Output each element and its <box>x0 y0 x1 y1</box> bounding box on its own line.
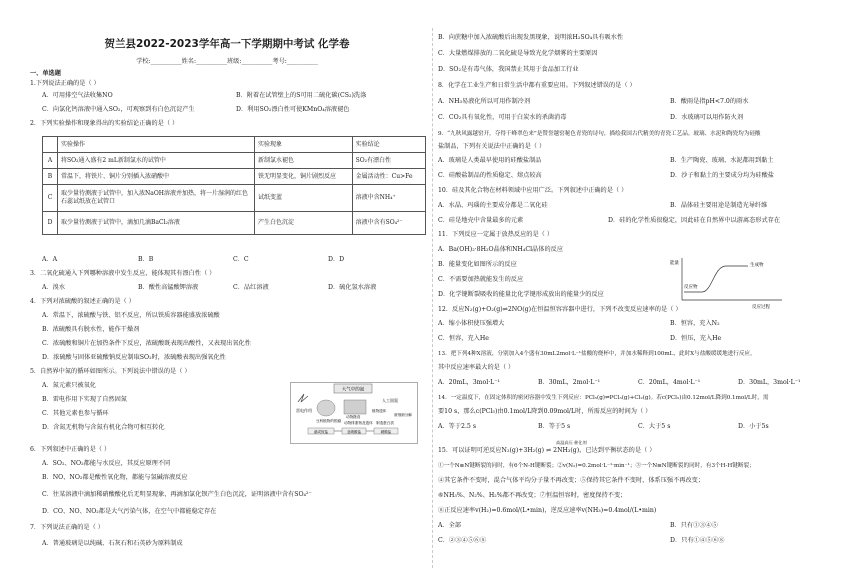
option-text: A．全部 <box>438 522 462 529</box>
figure-label: 动物摄食 <box>346 415 361 419</box>
figure-label: 大气中的氮 <box>341 387 365 393</box>
figure-label: 亚硝酸盐 <box>346 429 362 434</box>
question-text: 10．硅及其化合物在材料领域中应用广泛。下列叙述中正确的是（ ） <box>438 187 628 194</box>
figure-label: 硝酸盐 <box>380 429 392 434</box>
option-text: D．利用SO₂漂白性可使KMnO₄溶液褪色 <box>236 106 350 113</box>
table-cell: 溶液中含NH₄⁺ <box>352 185 425 212</box>
table-cell: 取少量待测液于试管中，加入浓NaOH溶液并加热，将一片湿润的红色石蕊试纸放在试管口 <box>58 185 255 212</box>
question-text: 其中反应速率最大的是（ ） <box>438 364 515 371</box>
nitrogen-cycle-figure <box>290 382 418 444</box>
option-text: C．大于5 s <box>638 423 671 430</box>
question-text: 6．下列叙述中正确的是（ ） <box>30 446 111 453</box>
question-text: 要10 s，那么c(PCl₅)由0.1mol/L降到0.09mol/L时，所需反应的时间为（ ） <box>438 408 652 415</box>
option-text: C．恒容，充入He <box>438 335 489 342</box>
question-text: 4．下列对浓硫酸的叙述正确的是（ ） <box>30 298 135 305</box>
figure-label: 氨或铵盐 <box>313 429 329 434</box>
energy-curve <box>702 266 726 292</box>
question-text: 13．把下列4种X溶液，分别加入4个盛有30mL2mol·L⁻¹盐酸的烧杯中，并加水稀释到100mL，此时X与盐酸缓缓地进行反应， <box>438 351 756 357</box>
option-text: C．大量燃煤排放的二氧化硫是导致光化学烟雾的主要原因 <box>438 50 598 57</box>
graph-reactants-label: 反应物 <box>684 285 698 290</box>
table-header-cell: 实验现象 <box>255 137 353 153</box>
option-text: C．硅是地壳中含量最多的元素 <box>438 217 524 224</box>
option-text: A．常温下，浓硫酸与铁、铝不反应，所以铁质容器能盛放浓硫酸 <box>42 312 220 319</box>
column-divider <box>432 28 433 568</box>
option-text: B．向蔗糖中加入浓硫酸后出现发黑现象，说明浓H₂SO₄具有吸水性 <box>438 34 624 41</box>
figure-label: 植物遗体 <box>372 409 387 413</box>
option-text: B．附着在试管壁上的S可用二硫化碳(CS₂)洗涤 <box>236 92 367 99</box>
animal-icon <box>344 400 366 414</box>
figure-label: 制造蛋白质 <box>376 421 394 425</box>
option-text: B．只有①③④⑤ <box>670 522 718 529</box>
option-text: C．不需要加热就能发生的反应 <box>438 276 524 283</box>
option-text: C．浓硫酸和铜片在加热条件下反应，浓硫酸既表现出酸性，又表现出氧化性 <box>42 340 251 347</box>
option-text: C．其他元素也参与循环 <box>42 410 109 417</box>
table-row <box>43 212 426 235</box>
question-text: 2．下列实验操作和现象得出的实验结论正确的是（ ） <box>30 120 179 127</box>
question-text: 9．“九秋风露越窑开，夺得千峰翠色来”是赞誉越窑秘色青瓷的诗句，描绘我国古代精美的青瓷工艺品。玻璃、水泥和陶瓷均为硅酸 <box>438 131 761 137</box>
figure-label: 雷电作用 <box>296 408 312 413</box>
option-text: C．②③④⑤⑥⑧ <box>438 537 487 544</box>
question-text: 14．一定温度下，在固定体积的密闭容器中发生下列反应：PCl₅(g)⇌PCl₃(g)+Cl₂(g)。若c(PCl₅)由0.12mol/L降到0.1mol/L时，需 <box>438 395 769 401</box>
option-text: D．CO、NO、NO₂都是大气污染气体，在空气中都能稳定存在 <box>42 508 217 515</box>
option-text: A．Ba(OH)₂·8H₂O晶体和NH₄Cl晶体的反应 <box>438 246 564 253</box>
table-cell: 铁无明显变化，铜片剧烈反应 <box>255 169 353 185</box>
option-text: D．只有①④⑤⑥⑧ <box>670 537 725 544</box>
option-text: B．能量变化如图所示的反应 <box>438 261 517 268</box>
option-text: A．溴水 <box>42 284 66 291</box>
figure-label: 人工固氮 <box>382 398 398 403</box>
graph-xlabel: 反应过程 <box>752 305 770 310</box>
question-text: 8．化学在工业生产和日常生活中都有重要应用。下列叙述错误的是（ ） <box>438 82 636 89</box>
statement-text: ⑥NH₃%、N₂%、H₂%都不再改变；⑦恒温恒容时，密度保持不变； <box>438 492 627 499</box>
table-cell: B <box>43 169 58 185</box>
option-text: B．酸性高锰酸钾溶液 <box>138 284 199 291</box>
option-text: C．20mL，4mol·L⁻¹ <box>638 379 701 386</box>
section-heading: 一、单选题 <box>30 70 61 77</box>
table-header-cell <box>43 137 58 153</box>
option-text: D．浓硫酸与固体亚硫酸钠反应制取SO₂时，浓硫酸表现出强氧化性 <box>42 354 226 361</box>
option-text: A．普通玻璃是以纯碱、石灰石和石英砂为原料制成 <box>42 540 183 547</box>
option-text: A．A <box>42 256 58 263</box>
question-text: 5．自然界中氮的循环如图所示。下列说法中错误的是（ ） <box>30 368 191 375</box>
figure-label: 动物排泄物及遗体 <box>344 421 373 425</box>
table-cell: C <box>43 185 58 212</box>
option-text: B．酸雨是指pH<7.0的雨水 <box>670 98 749 105</box>
option-text: D．小于5s <box>738 423 769 430</box>
option-text: A．NH₃易液化所以可用作制冷剂 <box>438 98 531 105</box>
question-text: 3．二氧化硫通入下列哪种溶液中发生反应，能体现其有漂白性（ ） <box>30 270 216 277</box>
statement-text: ⑧正反应速率v(H₂)=0.6mol/(L•min)，逆反应速率v(NH₃)=0.4mol/(L•min) <box>438 507 657 514</box>
graph-products-label: 生成物 <box>750 263 764 268</box>
question-text: 15．可以证明可逆反应N₂(g)+3H₂(g) ⇌ 2NH₃(g)，已达到平衡状态的是（ ） <box>438 447 656 454</box>
option-text: B．晶体硅主要用途是制造光导纤维 <box>670 202 768 209</box>
table-header-cell: 实验结论 <box>352 137 425 153</box>
option-text: C．往某溶液中滴加稀硝酸酸化后无明显现象，再滴加氯化钡产生白色沉淀，证明溶液中含有SO₄²⁻ <box>42 491 312 498</box>
table-cell: 取少量待测液于试管中，滴加几滴BaCl₂溶液 <box>58 212 255 235</box>
option-text: D．沙子和黏土的主要成分均为硅酸盐 <box>670 172 774 179</box>
plant-icon <box>317 400 335 416</box>
student-info-line: 学校:__________姓名:__________班级:__________考号:__________ <box>136 58 318 65</box>
table-cell: 产生白色沉淀 <box>255 212 353 235</box>
question-text: 1.下列说法正确的是（ ） <box>30 80 100 87</box>
option-text: C．硅酸盐制品的性质稳定、熔点较高 <box>438 172 542 179</box>
option-text: C．CO₂具有氧化性，可用于白炭水的杀菌消毒 <box>438 114 567 121</box>
option-text: B．B <box>138 256 154 263</box>
page-title: 贺兰县2022-2023学年高一下学期期中考试 化学卷 <box>104 38 350 50</box>
option-text: B．雷电作用下实现了自然固氮 <box>42 396 127 403</box>
table-cell: 新制氯水褪色 <box>255 153 353 169</box>
question-text: 7．下列说法正确的是（ ） <box>30 524 104 531</box>
option-text: A．缩小体积使压强增大 <box>438 320 505 327</box>
figure-label: 豆科植物的根瘤 <box>316 419 342 423</box>
option-text: D．恒压，充入He <box>670 335 722 342</box>
question-text: 11．下列反应一定属于放热反应的是（ ） <box>438 231 554 238</box>
statement-text: ①一个N≡N键断裂的同时，有6个N-H键断裂；②v(N₂)=0.2mol·L⁻¹·min⁻¹；③一个N≡N键断裂的同时，有3个H-H键断裂； <box>438 463 755 469</box>
table-cell: D <box>43 212 58 235</box>
option-text: D．SO₂是有毒气体，我国禁止其用于食品加工行业 <box>438 66 579 73</box>
option-text: D．硫化氢水溶液 <box>328 284 377 291</box>
option-text: A．氮元素只被氧化 <box>42 382 96 389</box>
reaction-arrow-label: 高温高压 催化剂 <box>556 440 587 445</box>
table-cell: 将SO₂通入盛有2 mL新制氯水的试管中 <box>58 153 255 169</box>
option-text: A．20mL，3mol·L⁻¹ <box>438 379 501 386</box>
table-cell: 试纸变蓝 <box>255 185 353 212</box>
option-text: D．水玻璃可以用作防火剂 <box>670 114 744 121</box>
table-row <box>43 169 426 185</box>
option-text: B．等于5 s <box>538 423 571 430</box>
table-cell: 金属活动性：Cu>Fe <box>352 169 425 185</box>
option-text: B．恒容，充入N₂ <box>670 320 720 327</box>
energy-diagram <box>668 254 788 312</box>
figure-label: 被细菌分解 <box>394 413 412 417</box>
option-text: D．30mL，3mol·L⁻¹ <box>738 379 801 386</box>
option-text: D．硅的化学性质很稳定，因此硅在自然界中以游离态形式存在 <box>608 217 781 224</box>
experiment-table <box>42 136 426 235</box>
option-text: C．向氯化钙溶液中通入SO₂，可观察到有白色沉淀产生 <box>42 106 195 113</box>
table-cell: A <box>43 153 58 169</box>
statement-text: ④其它条件不变时，混合气体平均分子量不再改变；⑤保持其它条件不变时，体系压强不再改变； <box>438 477 705 484</box>
table-cell: 常温下，将铁片、铜片分别插入浓硝酸中 <box>58 169 255 185</box>
option-text: A．等于2.5 s <box>438 423 477 430</box>
table-cell: 溶液中含有SO₄²⁻ <box>352 212 425 235</box>
option-text: B．30mL，2mol·L⁻¹ <box>538 379 601 386</box>
option-text: C．品红溶液 <box>233 284 269 291</box>
option-text: B．NO、NO₂都是酸性氧化物，都能与氢碱溶液反应 <box>42 474 188 481</box>
option-text: D．D <box>328 256 345 263</box>
question-text: 12．反应N₂(g)+O₂(g)⇌2NO(g)在恒温恒容容器中进行，下列不改变反应速率的是（ ） <box>438 306 682 313</box>
option-text: C．C <box>233 256 249 263</box>
table-row <box>43 153 426 169</box>
question-text: 盐制品，下列有关说法中正确的是（ ） <box>438 143 546 150</box>
option-text: D．化学键断裂吸收的能量比化学键形成放出的能量少的反应 <box>438 291 604 298</box>
option-text: A．可用排空气法收集NO <box>42 92 113 99</box>
option-text: D．含氮无机物与含氮有机化合物可相互转化 <box>42 424 165 431</box>
option-text: A．玻璃是人类最早使用的硅酸盐制品 <box>438 157 542 164</box>
option-text: A．水晶、玛瑙的主要成分都是二氧化硅 <box>438 202 548 209</box>
option-text: B．浓硫酸具有脱水性，能作干燥剂 <box>42 326 140 333</box>
option-text: B．生产陶瓷、玻璃、水泥都用到黏土 <box>670 157 774 164</box>
option-text: A．SO₂、NO₂都能与水反应，其反应原理不同 <box>42 460 171 467</box>
table-cell: SO₂有漂白性 <box>352 153 425 169</box>
table-header-cell: 实验操作 <box>58 137 255 153</box>
table-row <box>43 185 426 212</box>
table-header-row <box>43 137 426 153</box>
graph-ylabel: 能量 <box>670 261 679 266</box>
